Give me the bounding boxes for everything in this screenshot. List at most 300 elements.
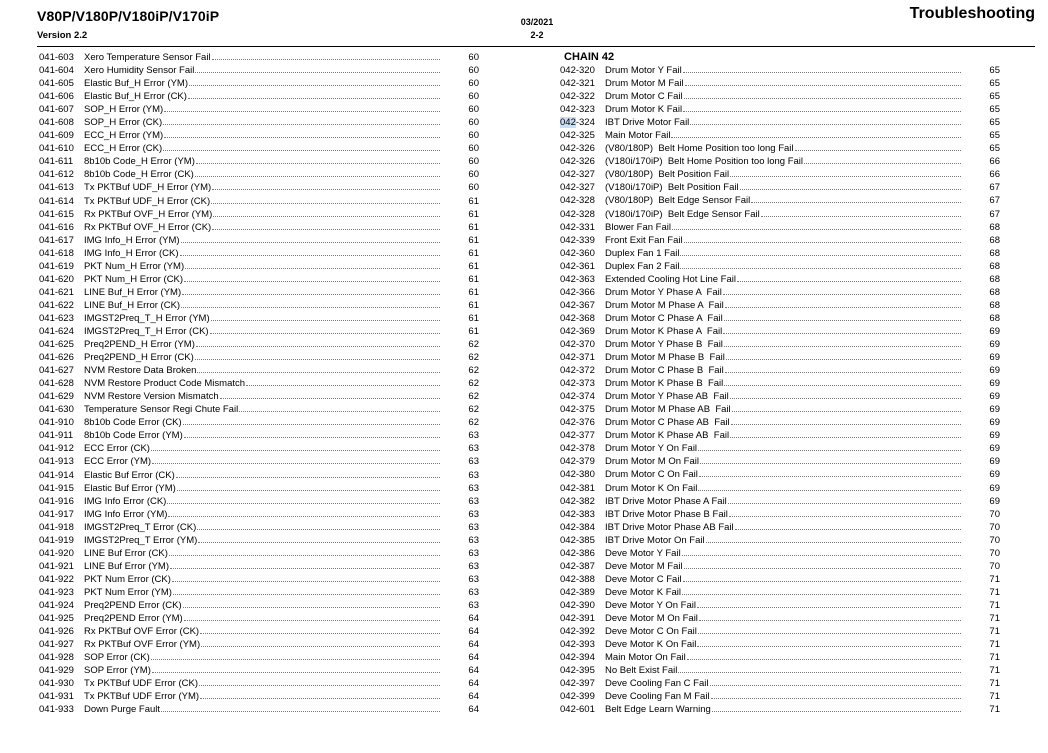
- entry-code: 041-606: [39, 91, 74, 103]
- entry-page-number: 69: [989, 495, 1000, 507]
- leader-dots: [710, 685, 962, 686]
- leader-dots: [200, 633, 440, 634]
- entry-code: 041-608: [39, 117, 74, 129]
- index-entry[interactable]: [39, 155, 479, 168]
- index-entry[interactable]: [39, 103, 479, 116]
- index-entry[interactable]: [39, 260, 479, 273]
- leader-dots: [684, 242, 961, 243]
- index-entry[interactable]: [39, 573, 479, 586]
- entry-code: 041-611: [39, 156, 74, 168]
- entry-name: Drum Motor M Phase B Fail: [605, 352, 725, 364]
- index-entry[interactable]: [560, 181, 1000, 194]
- entry-page-number: 60: [468, 143, 479, 155]
- section-title: Troubleshooting: [909, 5, 1035, 22]
- entry-code: 042-324: [560, 117, 595, 129]
- index-entry[interactable]: [560, 64, 1000, 77]
- entry-code: 041-924: [39, 599, 74, 611]
- index-entry[interactable]: [39, 195, 479, 208]
- index-entry[interactable]: [560, 664, 1000, 677]
- index-entry[interactable]: [560, 260, 1000, 273]
- index-entry[interactable]: [560, 690, 1000, 703]
- entry-page-number: 62: [468, 352, 479, 364]
- entry-page-number: 65: [989, 91, 1000, 103]
- entry-code: 042-326: [560, 143, 595, 155]
- index-entry[interactable]: [560, 612, 1000, 625]
- entry-page-number: 69: [989, 456, 1000, 468]
- index-entry[interactable]: [39, 247, 479, 260]
- leader-dots: [169, 555, 440, 556]
- leader-dots: [185, 268, 440, 269]
- entry-page-number: 68: [989, 260, 1000, 272]
- index-entry[interactable]: [560, 168, 1000, 181]
- index-entry[interactable]: [560, 390, 1000, 403]
- entry-code: 042-367: [560, 299, 595, 311]
- entry-page-number: 69: [989, 482, 1000, 494]
- leader-dots: [183, 607, 440, 608]
- index-entry[interactable]: [39, 416, 479, 429]
- index-entry[interactable]: [39, 51, 479, 64]
- index-entry[interactable]: [560, 377, 1000, 390]
- entry-name: Main Motor Fail: [605, 130, 671, 142]
- entry-name: Drum Motor M Fail: [605, 78, 684, 90]
- index-entry[interactable]: [39, 168, 479, 181]
- entry-code: 042-327: [560, 169, 595, 181]
- entry-name: IMGST2Preq_T Error (CK): [84, 521, 197, 533]
- index-entry[interactable]: [39, 560, 479, 573]
- index-entry[interactable]: [560, 234, 1000, 247]
- index-entry[interactable]: [39, 442, 479, 455]
- index-entry[interactable]: [39, 90, 479, 103]
- entry-page-number: 68: [989, 247, 1000, 259]
- index-entry[interactable]: [560, 560, 1000, 573]
- index-entry[interactable]: [39, 482, 479, 495]
- entry-code: 042-390: [560, 599, 595, 611]
- entry-code: 042-382: [560, 495, 595, 507]
- index-entry[interactable]: [560, 442, 1000, 455]
- leader-dots: [152, 672, 440, 673]
- index-entry[interactable]: [560, 651, 1000, 664]
- entry-name: Temperature Sensor Regi Chute Fail: [84, 404, 239, 416]
- entry-name: Preq2PEND Error (YM): [84, 613, 183, 625]
- entry-page-number: 64: [468, 639, 479, 651]
- index-entry[interactable]: [39, 234, 479, 247]
- entry-code: 042-384: [560, 521, 595, 533]
- index-entry[interactable]: [560, 142, 1000, 155]
- entry-name: SOP_H Error (YM): [84, 104, 164, 116]
- entry-name: Drum Motor Y Phase B Fail: [605, 338, 723, 350]
- entry-name: Deve Motor K Fail: [605, 586, 682, 598]
- entry-name: Drum Motor K On Fail: [605, 482, 698, 494]
- leader-dots: [197, 529, 440, 530]
- entry-name: PKT Num_H Error (YM): [84, 260, 185, 272]
- leader-dots: [712, 711, 961, 712]
- entry-page-number: 69: [989, 469, 1000, 481]
- entry-code: 041-619: [39, 260, 74, 272]
- entry-code: 041-927: [39, 639, 74, 651]
- entry-code: 042-392: [560, 626, 595, 638]
- entry-name: LINE Buf Error (YM): [84, 560, 169, 572]
- entry-name: Preq2PEND_H Error (YM): [84, 339, 195, 351]
- entry-page-number: 62: [468, 378, 479, 390]
- entry-name: Preq2PEND Error (CK): [84, 599, 182, 611]
- entry-page-number: 65: [989, 117, 1000, 129]
- leader-dots: [180, 255, 441, 256]
- entry-code: 041-604: [39, 65, 74, 77]
- index-entry[interactable]: [560, 325, 1000, 338]
- index-entry[interactable]: [39, 638, 479, 651]
- entry-page-number: 71: [989, 652, 1000, 664]
- index-entry[interactable]: [560, 416, 1000, 429]
- index-entry[interactable]: [560, 482, 1000, 495]
- entry-page-number: 67: [989, 195, 1000, 207]
- index-entry[interactable]: [560, 599, 1000, 612]
- entry-page-number: 69: [989, 430, 1000, 442]
- leader-dots: [761, 216, 961, 217]
- leader-dots: [685, 85, 961, 86]
- entry-name: (V80/180P) Belt Edge Sensor Fail: [605, 195, 751, 207]
- leader-dots: [680, 268, 961, 269]
- index-entry[interactable]: [39, 521, 479, 534]
- index-entry[interactable]: [560, 90, 1000, 103]
- entry-name: Rx PKTBuf OVF_H Error (CK): [84, 221, 212, 233]
- index-entry[interactable]: [39, 690, 479, 703]
- entry-name: 8b10b Code_H Error (CK): [84, 169, 194, 181]
- entry-page-number: 63: [468, 456, 479, 468]
- entry-code: 041-620: [39, 273, 74, 285]
- entry-name: LINE Buf Error (CK): [84, 547, 168, 559]
- index-entry[interactable]: [39, 534, 479, 547]
- entry-code: 042-399: [560, 691, 595, 703]
- index-entry[interactable]: [39, 625, 479, 638]
- entry-code: 042-374: [560, 391, 595, 403]
- index-entry[interactable]: [39, 495, 479, 508]
- entry-page-number: 69: [989, 325, 1000, 337]
- entry-page-number: 66: [989, 156, 1000, 168]
- entry-code: 042-393: [560, 639, 595, 651]
- index-entry[interactable]: [560, 155, 1000, 168]
- index-entry[interactable]: [560, 351, 1000, 364]
- entry-code: 042-325: [560, 130, 595, 142]
- index-entry[interactable]: [39, 338, 479, 351]
- leader-dots: [195, 72, 440, 73]
- index-entry[interactable]: [39, 351, 479, 364]
- entry-name: Drum Motor C Fail: [605, 91, 683, 103]
- entry-page-number: 67: [989, 208, 1000, 220]
- index-entry[interactable]: [560, 625, 1000, 638]
- leader-dots: [201, 646, 440, 647]
- leader-dots: [195, 176, 440, 177]
- index-entry[interactable]: [560, 194, 1000, 207]
- entry-name: ECC_H Error (CK): [84, 143, 163, 155]
- index-entry[interactable]: [560, 403, 1000, 416]
- index-entry[interactable]: [560, 299, 1000, 312]
- leader-dots: [724, 385, 961, 386]
- index-entry[interactable]: [560, 338, 1000, 351]
- index-entry[interactable]: [560, 77, 1000, 90]
- index-entry[interactable]: [39, 664, 479, 677]
- leader-dots: [698, 450, 961, 451]
- index-entry[interactable]: [560, 129, 1000, 142]
- index-entry[interactable]: [39, 116, 479, 129]
- index-entry[interactable]: [39, 586, 479, 599]
- entry-code: 042-370: [560, 338, 595, 350]
- entry-page-number: 63: [468, 430, 479, 442]
- index-entry[interactable]: [39, 181, 479, 194]
- entry-page-number: 61: [468, 299, 479, 311]
- index-entry[interactable]: [560, 586, 1000, 599]
- entry-code: 041-922: [39, 573, 74, 585]
- entry-page-number: 63: [468, 443, 479, 455]
- index-entry[interactable]: [560, 703, 1000, 716]
- leader-dots: [181, 307, 440, 308]
- entry-name: Drum Motor K Phase A Fail: [605, 325, 723, 337]
- entry-code: 041-617: [39, 234, 74, 246]
- entry-page-number: 60: [468, 91, 479, 103]
- index-entry[interactable]: [39, 299, 479, 312]
- index-entry[interactable]: [560, 312, 1000, 325]
- index-entry[interactable]: [560, 286, 1000, 299]
- index-entry[interactable]: [560, 273, 1000, 286]
- entry-code: 042-377: [560, 430, 595, 442]
- index-entry[interactable]: [560, 429, 1000, 442]
- entry-code: 041-918: [39, 521, 74, 533]
- leader-dots: [163, 124, 440, 125]
- index-entry[interactable]: [39, 469, 479, 482]
- entry-page-number: 71: [989, 586, 1000, 598]
- entry-name: Deve Motor K On Fail: [605, 639, 697, 651]
- entry-name: PKT Num Error (CK): [84, 573, 171, 585]
- leader-dots: [723, 294, 961, 295]
- index-entry[interactable]: [560, 208, 1000, 221]
- index-entry[interactable]: [39, 377, 479, 390]
- index-entry[interactable]: [39, 286, 479, 299]
- entry-code: 042-366: [560, 286, 595, 298]
- index-entry[interactable]: [560, 221, 1000, 234]
- leader-dots: [724, 320, 961, 321]
- leader-dots: [732, 411, 961, 412]
- entry-name: IMG Info_H Error (CK): [84, 247, 179, 259]
- leader-dots: [724, 346, 961, 347]
- entry-page-number: 61: [468, 286, 479, 298]
- leader-dots: [183, 424, 440, 425]
- entry-page-number: 69: [989, 365, 1000, 377]
- entry-name: Deve Motor C On Fail: [605, 626, 697, 638]
- entry-name: Duplex Fan 2 Fail: [605, 260, 680, 272]
- index-entry[interactable]: [560, 364, 1000, 377]
- index-entry[interactable]: [39, 221, 479, 234]
- entry-page-number: 70: [989, 560, 1000, 572]
- entry-code: 042-394: [560, 652, 595, 664]
- index-entry[interactable]: [560, 103, 1000, 116]
- index-entry[interactable]: [39, 312, 479, 325]
- entry-name: IMG Info_H Error (YM): [84, 234, 180, 246]
- entry-page-number: 61: [468, 325, 479, 337]
- entry-name: Tx PKTBuf UDF Error (YM): [84, 691, 200, 703]
- entry-code: 041-618: [39, 247, 74, 259]
- entry-code: 042-371: [560, 352, 595, 364]
- entry-page-number: 69: [989, 417, 1000, 429]
- entry-name: IBT Drive Motor On Fail: [605, 534, 705, 546]
- entry-name: Drum Motor K Phase AB Fail: [605, 430, 730, 442]
- leader-dots: [751, 202, 961, 203]
- header-divider: [37, 46, 1035, 47]
- leader-dots: [182, 294, 440, 295]
- entry-page-number: 64: [468, 626, 479, 638]
- entry-page-number: 65: [989, 78, 1000, 90]
- index-entry[interactable]: [39, 77, 479, 90]
- entry-name: IBT Drive Motor Phase B Fail: [605, 508, 728, 520]
- index-entry[interactable]: [39, 455, 479, 468]
- entry-code: 042-323: [560, 104, 595, 116]
- leader-dots: [239, 411, 440, 412]
- entry-name: Deve Motor M Fail: [605, 560, 683, 572]
- entry-code: 041-920: [39, 547, 74, 559]
- entry-code: 041-628: [39, 378, 74, 390]
- leader-dots: [176, 477, 440, 478]
- entry-code: 041-622: [39, 299, 74, 311]
- entry-code: 041-916: [39, 495, 74, 507]
- index-entry[interactable]: [560, 455, 1000, 468]
- leader-dots: [184, 281, 440, 282]
- index-entry[interactable]: [39, 651, 479, 664]
- entry-name: IMG Info Error (YM): [84, 508, 168, 520]
- entry-code: 041-912: [39, 443, 74, 455]
- index-entry[interactable]: [560, 508, 1000, 521]
- entry-page-number: 60: [468, 52, 479, 63]
- index-entry[interactable]: [560, 468, 1000, 481]
- entry-code: 041-928: [39, 652, 74, 664]
- index-entry[interactable]: [560, 495, 1000, 508]
- entry-page-number: 67: [989, 182, 1000, 194]
- index-entry[interactable]: [39, 142, 479, 155]
- index-entry[interactable]: [39, 703, 479, 716]
- entry-page-number: 71: [989, 639, 1000, 651]
- entry-name: (V180i/170iP) Belt Edge Sensor Fail: [605, 208, 760, 220]
- leader-dots: [163, 150, 440, 151]
- leader-dots: [730, 176, 961, 177]
- leader-dots: [682, 594, 961, 595]
- entry-code: 041-621: [39, 286, 74, 298]
- entry-code: 041-923: [39, 586, 74, 598]
- leader-dots: [164, 111, 440, 112]
- index-entry[interactable]: [39, 508, 479, 521]
- entry-name: Drum Motor M Phase AB Fail: [605, 404, 731, 416]
- entry-page-number: 64: [468, 678, 479, 690]
- entry-name: Xero Humidity Sensor Fail: [84, 65, 195, 77]
- index-entry[interactable]: [560, 638, 1000, 651]
- leader-dots: [161, 711, 440, 712]
- entry-name: Drum Motor M On Fail: [605, 456, 699, 468]
- index-entry[interactable]: [560, 547, 1000, 560]
- entry-page-number: 62: [468, 391, 479, 403]
- entry-code: 041-615: [39, 208, 74, 220]
- entry-code: 041-607: [39, 104, 74, 116]
- leader-dots: [697, 646, 961, 647]
- entry-page-number: 61: [468, 247, 479, 259]
- entry-code: 041-605: [39, 78, 74, 90]
- leader-dots: [200, 698, 440, 699]
- leader-dots: [706, 542, 961, 543]
- index-entry[interactable]: [39, 325, 479, 338]
- index-entry[interactable]: [39, 677, 479, 690]
- index-entry[interactable]: [39, 599, 479, 612]
- entry-page-number: 60: [468, 130, 479, 142]
- entry-page-number: 65: [989, 104, 1000, 116]
- index-entry[interactable]: [39, 208, 479, 221]
- index-entry[interactable]: [39, 429, 479, 442]
- entry-code: 041-609: [39, 130, 74, 142]
- entry-name: IBT Drive Motor Phase A Fail: [605, 495, 727, 507]
- index-entry[interactable]: [39, 64, 479, 77]
- index-entry[interactable]: [39, 612, 479, 625]
- entry-code: 041-930: [39, 678, 74, 690]
- leader-dots: [184, 620, 440, 621]
- leader-dots: [740, 189, 961, 190]
- index-entry[interactable]: [560, 521, 1000, 534]
- entry-name: (V80/180P) Belt Position Fail: [605, 169, 730, 181]
- entry-page-number: 60: [468, 182, 479, 194]
- entry-code: 041-921: [39, 560, 74, 572]
- entry-code: 041-919: [39, 534, 74, 546]
- index-entry[interactable]: [560, 116, 1000, 129]
- leader-dots: [726, 359, 961, 360]
- entry-code: 042-326: [560, 156, 595, 168]
- entry-name: NVM Restore Product Code Mismatch: [84, 378, 246, 390]
- entry-page-number: 70: [989, 521, 1000, 533]
- date-label: 03/2021: [520, 17, 554, 27]
- entry-code: 042-387: [560, 560, 595, 572]
- entry-code: 041-910: [39, 417, 74, 429]
- leader-dots: [188, 98, 440, 99]
- index-entry[interactable]: [560, 677, 1000, 690]
- index-entry[interactable]: [39, 364, 479, 377]
- index-entry[interactable]: [39, 273, 479, 286]
- index-entry[interactable]: [560, 247, 1000, 260]
- leader-dots: [164, 137, 440, 138]
- index-entry[interactable]: [39, 129, 479, 142]
- header-left: [37, 8, 219, 41]
- entry-code: 041-616: [39, 221, 74, 233]
- entry-code: 042-372: [560, 365, 595, 377]
- entry-page-number: 61: [468, 208, 479, 220]
- leader-dots: [173, 594, 440, 595]
- leader-dots: [684, 98, 961, 99]
- index-entry[interactable]: [560, 573, 1000, 586]
- entry-page-number: 63: [468, 508, 479, 520]
- index-entry[interactable]: [39, 547, 479, 560]
- index-entry[interactable]: [560, 534, 1000, 547]
- entry-name: IBT Drive Motor Phase AB Fail: [605, 521, 734, 533]
- entry-page-number: 71: [989, 612, 1000, 624]
- entry-code: 041-929: [39, 665, 74, 677]
- entry-page-number: 66: [989, 169, 1000, 181]
- entry-page-number: 62: [468, 365, 479, 377]
- entry-code: 041-624: [39, 325, 74, 337]
- entry-code: 042-383: [560, 508, 595, 520]
- index-entry[interactable]: [39, 403, 479, 416]
- entry-code: 041-623: [39, 312, 74, 324]
- leader-dots: [697, 607, 961, 608]
- leader-dots: [151, 659, 440, 660]
- entry-page-number: 61: [468, 221, 479, 233]
- index-entry[interactable]: [39, 390, 479, 403]
- entry-name: Tx PKTBuf UDF Error (CK): [84, 678, 199, 690]
- entry-name: No Belt Exist Fail: [605, 665, 678, 677]
- entry-page-number: 70: [989, 508, 1000, 520]
- entry-code: 042-331: [560, 221, 595, 233]
- entry-page-number: 63: [468, 534, 479, 546]
- leader-dots: [211, 203, 440, 204]
